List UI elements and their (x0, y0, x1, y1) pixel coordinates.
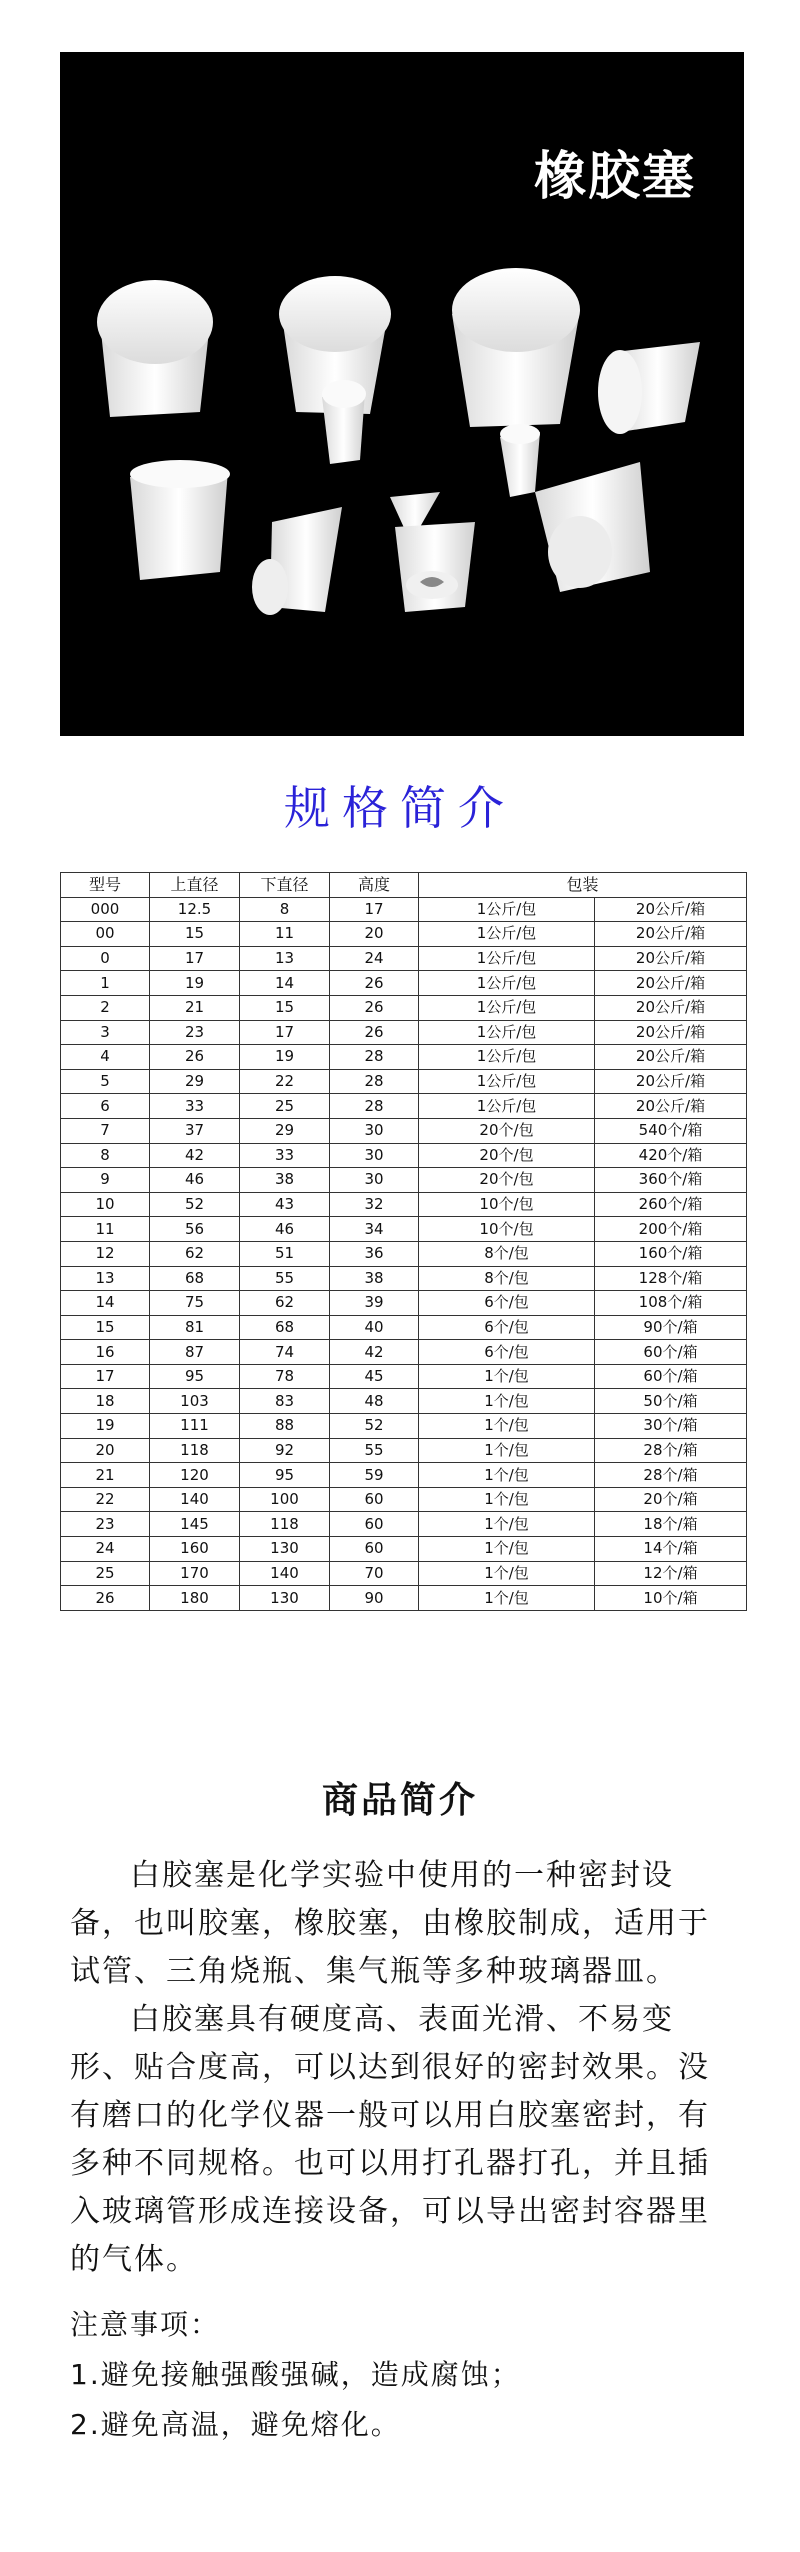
cell-model: 8 (61, 1143, 150, 1168)
cell-pack-unit: 8个/包 (419, 1241, 595, 1266)
cell-box-unit: 420个/箱 (595, 1143, 747, 1168)
cell-top-diameter: 33 (150, 1094, 240, 1119)
cell-bottom-diameter: 17 (240, 1020, 330, 1045)
cell-bottom-diameter: 29 (240, 1118, 330, 1143)
cell-model: 14 (61, 1291, 150, 1316)
cell-bottom-diameter: 8 (240, 897, 330, 922)
cell-height: 26 (330, 1020, 419, 1045)
cell-top-diameter: 46 (150, 1168, 240, 1193)
cell-height: 28 (330, 1045, 419, 1070)
cell-top-diameter: 160 (150, 1537, 240, 1562)
cell-height: 60 (330, 1487, 419, 1512)
cell-pack-unit: 1个/包 (419, 1586, 595, 1611)
cell-height: 36 (330, 1241, 419, 1266)
cell-top-diameter: 42 (150, 1143, 240, 1168)
header-top-diameter: 上直径 (150, 873, 240, 898)
cell-pack-unit: 6个/包 (419, 1340, 595, 1365)
cell-bottom-diameter: 13 (240, 946, 330, 971)
intro-title: 商品简介 (321, 1780, 478, 1821)
cell-top-diameter: 103 (150, 1389, 240, 1414)
table-row (61, 995, 747, 1020)
cell-model: 24 (61, 1537, 150, 1562)
header-bottom-diameter: 下直径 (240, 873, 330, 898)
cell-bottom-diameter: 68 (240, 1315, 330, 1340)
cell-bottom-diameter: 130 (240, 1537, 330, 1562)
cell-height: 60 (330, 1512, 419, 1537)
cell-model: 6 (61, 1094, 150, 1119)
cell-model: 15 (61, 1315, 150, 1340)
cell-model: 18 (61, 1389, 150, 1414)
cell-top-diameter: 19 (150, 971, 240, 996)
cell-bottom-diameter: 74 (240, 1340, 330, 1365)
cell-height: 28 (330, 1069, 419, 1094)
cell-box-unit: 128个/箱 (595, 1266, 747, 1291)
cell-top-diameter: 120 (150, 1463, 240, 1488)
cell-bottom-diameter: 140 (240, 1561, 330, 1586)
cell-height: 30 (330, 1118, 419, 1143)
cell-pack-unit: 20个/包 (419, 1118, 595, 1143)
cell-box-unit: 28个/箱 (595, 1438, 747, 1463)
table-row (61, 971, 747, 996)
cell-top-diameter: 95 (150, 1364, 240, 1389)
cell-pack-unit: 6个/包 (419, 1291, 595, 1316)
cell-model: 4 (61, 1045, 150, 1070)
cell-bottom-diameter: 11 (240, 922, 330, 947)
cell-pack-unit: 1公斤/包 (419, 897, 595, 922)
cell-box-unit: 540个/箱 (595, 1118, 747, 1143)
cell-pack-unit: 1公斤/包 (419, 1094, 595, 1119)
hero-title: 橡胶塞 (533, 147, 696, 207)
cell-pack-unit: 1公斤/包 (419, 946, 595, 971)
cell-box-unit: 160个/箱 (595, 1241, 747, 1266)
table-row (61, 1045, 747, 1070)
table-row (61, 1340, 747, 1365)
cell-box-unit: 60个/箱 (595, 1340, 747, 1365)
cell-box-unit: 14个/箱 (595, 1537, 747, 1562)
cell-pack-unit: 10个/包 (419, 1192, 595, 1217)
cell-height: 48 (330, 1389, 419, 1414)
cell-height: 40 (330, 1315, 419, 1340)
cell-model: 000 (61, 897, 150, 922)
cell-height: 17 (330, 897, 419, 922)
cell-bottom-diameter: 38 (240, 1168, 330, 1193)
table-row (61, 1020, 747, 1045)
cell-box-unit: 360个/箱 (595, 1168, 747, 1193)
cell-height: 38 (330, 1266, 419, 1291)
cell-model: 0 (61, 946, 150, 971)
cell-height: 24 (330, 946, 419, 971)
cell-height: 28 (330, 1094, 419, 1119)
cell-model: 23 (61, 1512, 150, 1537)
table-row (61, 1291, 747, 1316)
cell-bottom-diameter: 130 (240, 1586, 330, 1611)
cell-top-diameter: 145 (150, 1512, 240, 1537)
notice-heading: 注意事项： (70, 2308, 221, 2341)
cell-top-diameter: 26 (150, 1045, 240, 1070)
cell-model: 21 (61, 1463, 150, 1488)
cell-model: 2 (61, 995, 150, 1020)
cell-height: 39 (330, 1291, 419, 1316)
cell-box-unit: 20公斤/箱 (595, 995, 747, 1020)
cell-height: 26 (330, 995, 419, 1020)
cell-box-unit: 20公斤/箱 (595, 1069, 747, 1094)
table-row (61, 1069, 747, 1094)
cell-pack-unit: 6个/包 (419, 1315, 595, 1340)
table-row (61, 1586, 747, 1611)
cell-box-unit: 30个/箱 (595, 1414, 747, 1439)
table-header-row (61, 873, 747, 898)
cell-pack-unit: 1个/包 (419, 1512, 595, 1537)
cell-pack-unit: 1个/包 (419, 1463, 595, 1488)
cell-pack-unit: 1公斤/包 (419, 971, 595, 996)
table-row (61, 1192, 747, 1217)
cell-height: 70 (330, 1561, 419, 1586)
cell-pack-unit: 1公斤/包 (419, 995, 595, 1020)
cell-top-diameter: 29 (150, 1069, 240, 1094)
notice-item: 2.避免高温，避免熔化。 (70, 2408, 401, 2441)
header-model: 型号 (61, 873, 150, 898)
cell-pack-unit: 1个/包 (419, 1537, 595, 1562)
table-row (61, 1463, 747, 1488)
cell-box-unit: 20公斤/箱 (595, 946, 747, 971)
cell-height: 59 (330, 1463, 419, 1488)
table-row (61, 1389, 747, 1414)
cell-model: 19 (61, 1414, 150, 1439)
table-row (61, 946, 747, 971)
cell-bottom-diameter: 83 (240, 1389, 330, 1414)
cell-box-unit: 20公斤/箱 (595, 897, 747, 922)
cell-model: 13 (61, 1266, 150, 1291)
cell-top-diameter: 111 (150, 1414, 240, 1439)
cell-top-diameter: 140 (150, 1487, 240, 1512)
cell-pack-unit: 1公斤/包 (419, 1045, 595, 1070)
table-row (61, 1241, 747, 1266)
cell-pack-unit: 20个/包 (419, 1168, 595, 1193)
cell-pack-unit: 1个/包 (419, 1389, 595, 1414)
cell-top-diameter: 118 (150, 1438, 240, 1463)
cell-top-diameter: 52 (150, 1192, 240, 1217)
header-packaging: 包装 (419, 873, 747, 898)
cell-model: 17 (61, 1364, 150, 1389)
cell-bottom-diameter: 118 (240, 1512, 330, 1537)
cell-top-diameter: 170 (150, 1561, 240, 1586)
intro-paragraph: 白胶塞是化学实验中使用的一种密封设备，也叫胶塞，橡胶塞，由橡胶制成，适用于试管、三角烧瓶、集气瓶等多种玻璃器皿。 (70, 1858, 710, 1989)
cell-pack-unit: 8个/包 (419, 1266, 595, 1291)
table-row (61, 1487, 747, 1512)
cell-height: 20 (330, 922, 419, 947)
cell-box-unit: 20公斤/箱 (595, 1020, 747, 1045)
table-row (61, 1118, 747, 1143)
cell-box-unit: 20公斤/箱 (595, 922, 747, 947)
cell-model: 10 (61, 1192, 150, 1217)
cell-pack-unit: 20个/包 (419, 1143, 595, 1168)
table-row (61, 1561, 747, 1586)
table-row (61, 1537, 747, 1562)
spec-table-body (61, 897, 747, 1610)
cell-bottom-diameter: 22 (240, 1069, 330, 1094)
cell-top-diameter: 62 (150, 1241, 240, 1266)
cell-box-unit: 12个/箱 (595, 1561, 747, 1586)
cell-bottom-diameter: 62 (240, 1291, 330, 1316)
table-row (61, 1168, 747, 1193)
cell-model: 22 (61, 1487, 150, 1512)
cell-bottom-diameter: 14 (240, 971, 330, 996)
cell-height: 42 (330, 1340, 419, 1365)
cell-box-unit: 20公斤/箱 (595, 1045, 747, 1070)
cell-bottom-diameter: 33 (240, 1143, 330, 1168)
cell-box-unit: 60个/箱 (595, 1364, 747, 1389)
cell-bottom-diameter: 43 (240, 1192, 330, 1217)
cell-height: 55 (330, 1438, 419, 1463)
cell-bottom-diameter: 100 (240, 1487, 330, 1512)
cell-bottom-diameter: 92 (240, 1438, 330, 1463)
cell-bottom-diameter: 95 (240, 1463, 330, 1488)
cell-model: 16 (61, 1340, 150, 1365)
spec-section-title: 规格简介 (284, 781, 516, 835)
cell-model: 9 (61, 1168, 150, 1193)
cell-top-diameter: 87 (150, 1340, 240, 1365)
cell-pack-unit: 1个/包 (419, 1364, 595, 1389)
table-row (61, 1364, 747, 1389)
cell-height: 45 (330, 1364, 419, 1389)
intro-body (70, 1852, 730, 2284)
cell-model: 7 (61, 1118, 150, 1143)
cell-pack-unit: 1个/包 (419, 1438, 595, 1463)
cell-box-unit: 108个/箱 (595, 1291, 747, 1316)
cell-box-unit: 260个/箱 (595, 1192, 747, 1217)
table-row (61, 1512, 747, 1537)
cell-model: 00 (61, 922, 150, 947)
cell-box-unit: 90个/箱 (595, 1315, 747, 1340)
cell-height: 34 (330, 1217, 419, 1242)
cell-box-unit: 28个/箱 (595, 1463, 747, 1488)
cell-height: 26 (330, 971, 419, 996)
cell-bottom-diameter: 46 (240, 1217, 330, 1242)
cell-box-unit: 20个/箱 (595, 1487, 747, 1512)
table-row (61, 1217, 747, 1242)
table-row (61, 1094, 747, 1119)
table-row (61, 922, 747, 947)
cell-model: 11 (61, 1217, 150, 1242)
table-row (61, 1438, 747, 1463)
cell-pack-unit: 10个/包 (419, 1217, 595, 1242)
cell-height: 90 (330, 1586, 419, 1611)
cell-box-unit: 10个/箱 (595, 1586, 747, 1611)
cell-box-unit: 20公斤/箱 (595, 971, 747, 996)
cell-height: 60 (330, 1537, 419, 1562)
table-row (61, 1143, 747, 1168)
cell-pack-unit: 1个/包 (419, 1487, 595, 1512)
cell-pack-unit: 1个/包 (419, 1561, 595, 1586)
cell-box-unit: 18个/箱 (595, 1512, 747, 1537)
cell-top-diameter: 81 (150, 1315, 240, 1340)
cell-height: 52 (330, 1414, 419, 1439)
notice-item: 1.避免接触强酸强碱，造成腐蚀； (70, 2358, 521, 2391)
cell-model: 26 (61, 1586, 150, 1611)
table-row (61, 1266, 747, 1291)
header-height: 高度 (330, 873, 419, 898)
cell-model: 3 (61, 1020, 150, 1045)
cell-top-diameter: 37 (150, 1118, 240, 1143)
table-row (61, 897, 747, 922)
cell-bottom-diameter: 88 (240, 1414, 330, 1439)
cell-top-diameter: 15 (150, 922, 240, 947)
table-row (61, 1315, 747, 1340)
cell-top-diameter: 56 (150, 1217, 240, 1242)
cell-model: 5 (61, 1069, 150, 1094)
cell-pack-unit: 1公斤/包 (419, 1020, 595, 1045)
cell-top-diameter: 17 (150, 946, 240, 971)
table-row (61, 1414, 747, 1439)
cell-box-unit: 50个/箱 (595, 1389, 747, 1414)
cell-bottom-diameter: 78 (240, 1364, 330, 1389)
cell-bottom-diameter: 25 (240, 1094, 330, 1119)
spec-table (60, 872, 747, 1611)
notice-section (70, 2300, 730, 2450)
cell-box-unit: 200个/箱 (595, 1217, 747, 1242)
cell-box-unit: 20公斤/箱 (595, 1094, 747, 1119)
product-photo (60, 52, 744, 736)
cell-pack-unit: 1公斤/包 (419, 1069, 595, 1094)
cell-model: 25 (61, 1561, 150, 1586)
cell-model: 20 (61, 1438, 150, 1463)
intro-paragraph: 白胶塞具有硬度高、表面光滑、不易变形、贴合度高，可以达到很好的密封效果。没有磨口的化学仪器一般可以用白胶塞密封，有多种不同规格。也可以用打孔器打孔，并且插入玻璃管形成连接设备，可以导出密封容器里的气体。 (70, 2002, 710, 2277)
cell-top-diameter: 68 (150, 1266, 240, 1291)
cell-bottom-diameter: 55 (240, 1266, 330, 1291)
cell-top-diameter: 23 (150, 1020, 240, 1045)
cell-bottom-diameter: 15 (240, 995, 330, 1020)
cell-bottom-diameter: 19 (240, 1045, 330, 1070)
cell-bottom-diameter: 51 (240, 1241, 330, 1266)
cell-height: 30 (330, 1143, 419, 1168)
cell-pack-unit: 1个/包 (419, 1414, 595, 1439)
cell-model: 1 (61, 971, 150, 996)
cell-model: 12 (61, 1241, 150, 1266)
cell-top-diameter: 180 (150, 1586, 240, 1611)
cell-height: 30 (330, 1168, 419, 1193)
cell-pack-unit: 1公斤/包 (419, 922, 595, 947)
cell-top-diameter: 12.5 (150, 897, 240, 922)
cell-height: 32 (330, 1192, 419, 1217)
cell-top-diameter: 21 (150, 995, 240, 1020)
cell-top-diameter: 75 (150, 1291, 240, 1316)
